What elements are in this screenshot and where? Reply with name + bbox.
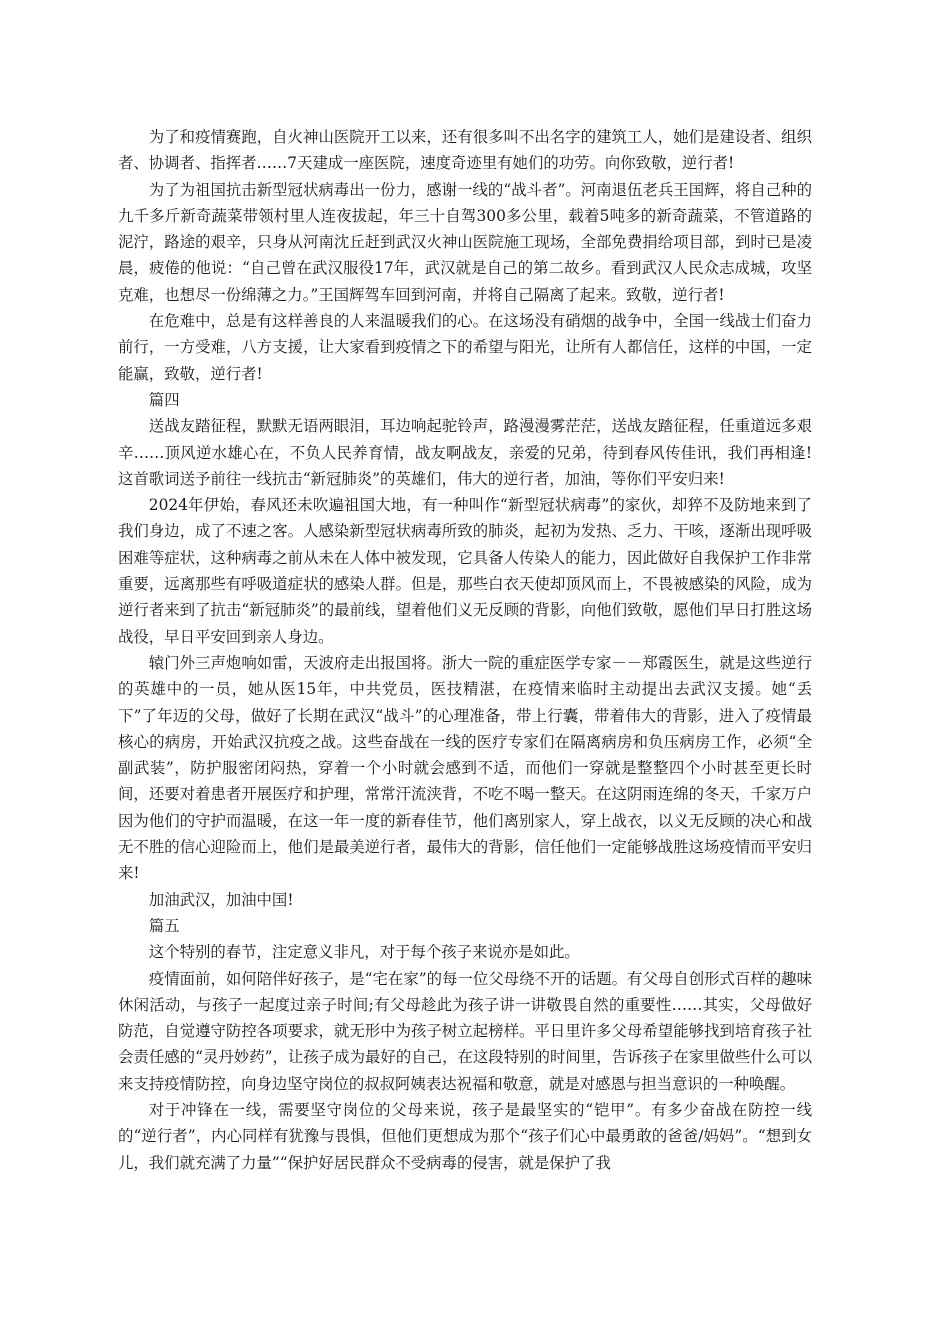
section-heading-4: 篇四 (148, 390, 180, 409)
paragraph-virus-intro: 2024年伊始，春风还未吹遍祖国大地，有一种叫作“新型冠状病毒”的家伙，却猝不及防地来到了我们身边，成了不速之客。人感染新型冠状病毒所致的肺炎，起初为发热、乏力、干咳，逐渐出现呼吸困难等症状，这种病毒之前从未在人体中被发现，它具备人传染人的能力，因此做好自我保护工作非常重要，远离那些有呼吸道症状的感染人群。但是，那些白衣天使却顶风而上，不畏被感染的风险，成为逆行者来到了抗击“新冠肺炎”的最前线，望着他们义无反顾的背影，向他们致敬，愿他们早日打胜这场战役，早日平安回到亲人身边。 (118, 496, 812, 646)
paragraph-parents-at-home: 疫情面前，如何陪伴好孩子，是“宅在家”的每一位父母绕不开的话题。有父母自创形式百样的趣味休闲活动，与孩子一起度过亲子时间;有父母趁此为孩子讲一讲敬畏自然的重要性……其实，父母做好防范，自觉遵守防控各项要求，就无形中为孩子树立起榜样。平日里许多父母希望能够找到培育孩子社会责任感的“灵丹妙药”，让孩子成为最好的自己，在这段特别的时间里，告诉孩子在家里做些什么可以来支持疫情防控，向身边坚守岗位的叔叔阿姨表达祝福和敬意，就是对感恩与担当意识的一种唤醒。 (118, 969, 812, 1093)
paragraph-doctor-zheng: 辕门外三声炮响如雷，天波府走出报国将。浙大一院的重症医学专家－－郑霞医生，就是这些逆行的英雄中的一员，她从医15年，中共党员，医技精湛，在疫情来临时主动提出去武汉支援。她“丢下”了年迈的父母，做好了长期在武汉“战斗”的心理准备，带上行囊，带着伟大的背影，进入了疫情最核心的病房，开始武汉抗疫之战。这些奋战在一线的医疗专家们在隔离病房和负压病房工作，必须“全副武装”，防护服密闭闷热，穿着一个小时就会感到不适，而他们一穿就是整整四个小时甚至更长时间，还要对着患者开展医疗和护理，常常汗流浃背，不吃不喝一整天。在这阴雨连绵的冬天，千家万户因为他们的守护而温暖，在这一年一度的新春佳节，他们离别家人，穿上战衣，以义无反顾的决心和战无不胜的信心迎险而上，他们是最美逆行者，最伟大的背影，信任他们一定能够战胜这场疫情而平安归来! (118, 653, 812, 883)
paragraph-song-lyrics: 送战友踏征程，默默无语两眼泪，耳边响起驼铃声，路漫漫雾茫茫，送战友踏征程，任重道远多艰辛……顶风逆水雄心在，不负人民养育情，战友啊战友，亲爱的兄弟，待到春风传佳讯，我们再相逢!这首歌词送予前往一线抗击“新冠肺炎”的英雄们，伟大的逆行者，加油，等你们平安归来! (118, 417, 812, 488)
paragraph-cheer: 加油武汉，加油中国! (148, 890, 294, 909)
paragraph-kind-people: 在危难中，总是有这样善良的人来温暖我们的心。在这场没有硝烟的战争中，全国一线战士们奋力前行，一方受难，八方支援，让大家看到疫情之下的希望与阳光，让所有人都信任，这样的中国，一定能赢，致敬，逆行者! (118, 312, 812, 383)
document-body (118, 124, 812, 1176)
paragraph-hospital-builders: 为了和疫情赛跑，自火神山医院开工以来，还有很多叫不出名字的建筑工人，她们是建设者、组织者、协调者、指挥者……7天建成一座医院，速度奇迹里有她们的功劳。向你致敬，逆行者! (118, 128, 812, 173)
section-heading-5: 篇五 (148, 916, 180, 935)
paragraph-veteran-wang: 为了为祖国抗击新型冠状病毒出一份力，感谢一线的“战斗者”。河南退伍老兵王国辉，将自己种的九千多斤新奇蔬菜带领村里人连夜拔起，年三十自驾300多公里，载着5吨多的新奇蔬菜，不管道路的泥泞，路途的艰辛，只身从河南沈丘赶到武汉火神山医院施工现场，全部免费捐给项目部，到时已是凌晨，疲倦的他说：“自己曾在武汉服役17年，武汉就是自己的第二故乡。看到武汉人民众志成城，攻坚克难，也想尽一份绵薄之力。”王国辉驾车回到河南，并将自己隔离了起来。致敬，逆行者! (118, 180, 812, 304)
paragraph-frontline-parents: 对于冲锋在一线，需要坚守岗位的父母来说，孩子是最坚实的“铠甲”。有多少奋战在防控一线的“逆行者”，内心同样有犹豫与畏惧，但他们更想成为那个“孩子们心中最勇敢的爸爸/妈妈”。“想到女儿，我们就充满了力量”“保护好居民群众不受病毒的侵害，就是保护了我 (118, 1100, 812, 1172)
paragraph-special-festival: 这个特别的春节，注定意义非凡，对于每个孩子来说亦是如此。 (148, 943, 580, 962)
